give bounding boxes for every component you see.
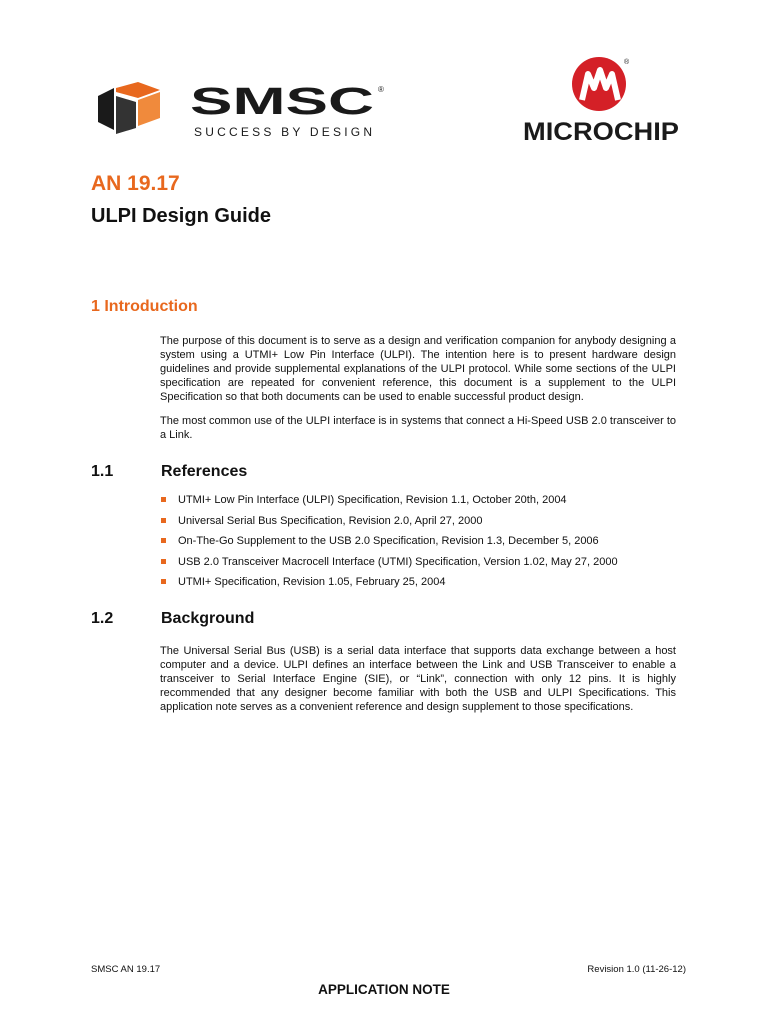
svg-text:®: ® xyxy=(378,85,384,94)
reference-text: On-The-Go Supplement to the USB 2.0 Specification, Revision 1.3, December 5, 2006 xyxy=(178,535,599,547)
svg-text:®: ® xyxy=(624,59,630,66)
reference-text: UTMI+ Specification, Revision 1.05, February 25, 2004 xyxy=(178,576,446,588)
references-list xyxy=(160,493,618,596)
square-bullet-icon xyxy=(161,497,166,502)
background-section-number: 1.2 xyxy=(91,610,114,627)
list-item xyxy=(160,534,618,555)
references-section-number: 1.1 xyxy=(91,463,114,480)
footer-document-id: SMSC AN 19.17 xyxy=(91,964,161,975)
square-bullet-icon xyxy=(161,579,166,584)
smsc-logo-icon xyxy=(98,82,388,142)
microchip-logo xyxy=(520,56,682,148)
square-bullet-icon xyxy=(161,538,166,543)
introduction-paragraph-2: The most common use of the ULPI interface is in systems that connect a Hi-Speed USB 2.0 transceiver to a Link. xyxy=(160,415,676,441)
reference-text: Universal Serial Bus Specification, Revision 2.0, April 27, 2000 xyxy=(178,514,483,527)
smsc-wordmark: SMSC xyxy=(190,82,374,123)
smsc-logo xyxy=(98,82,388,142)
square-bullet-icon xyxy=(161,518,166,523)
background-section-title: Background xyxy=(161,610,255,627)
document-title: ULPI Design Guide xyxy=(91,205,272,227)
footer-document-type: APPLICATION NOTE xyxy=(318,982,450,997)
references-heading xyxy=(91,463,247,481)
document-number: AN 19.17 xyxy=(91,172,180,195)
introduction-paragraph-1: The purpose of this document is to serve as a design and verification companion for anybody designing a system using a UTMI+ Low Pin Interface (ULPI). The intention here is to present hardware design guidelines and provide supplemental explanations of the ULPI protocol. While some sections of the ULPI specification are repeated for convenient reference, this document is a supplement to the ULPI Specification so that both documents can be used to enable successful product design. xyxy=(160,335,676,403)
background-paragraph: The Universal Serial Bus (USB) is a serial data interface that supports data exchange between a host computer and a device. ULPI defines an interface between the Link and USB Transceiver to enable a transceiver to Serial Interface Engine (SIE), or “Link”, connection with only 12 pins. It is highly recommended that any designer become familiar with both the USB and ULPI Specifications. This application note serves as a convenient reference and design supplement to those specifications. xyxy=(160,645,676,713)
references-section-title: References xyxy=(161,463,248,480)
microchip-wordmark: MICROCHIP xyxy=(523,118,679,146)
list-item xyxy=(160,493,618,514)
introduction-heading: 1 Introduction xyxy=(91,298,198,315)
reference-text: USB 2.0 Transceiver Macrocell Interface (UTMI) Specification, Version 1.02, May 27, 2000 xyxy=(178,555,618,568)
reference-text: UTMI+ Low Pin Interface (ULPI) Specification, Revision 1.1, October 20th, 2004 xyxy=(178,494,567,506)
smsc-tagline: SUCCESS BY DESIGN xyxy=(194,125,372,139)
list-item xyxy=(160,575,618,596)
microchip-logo-icon xyxy=(520,56,682,148)
square-bullet-icon xyxy=(161,559,166,564)
list-item xyxy=(160,555,618,576)
list-item xyxy=(160,514,618,535)
background-heading xyxy=(91,610,254,628)
footer-revision: Revision 1.0 (11-26-12) xyxy=(587,964,686,975)
